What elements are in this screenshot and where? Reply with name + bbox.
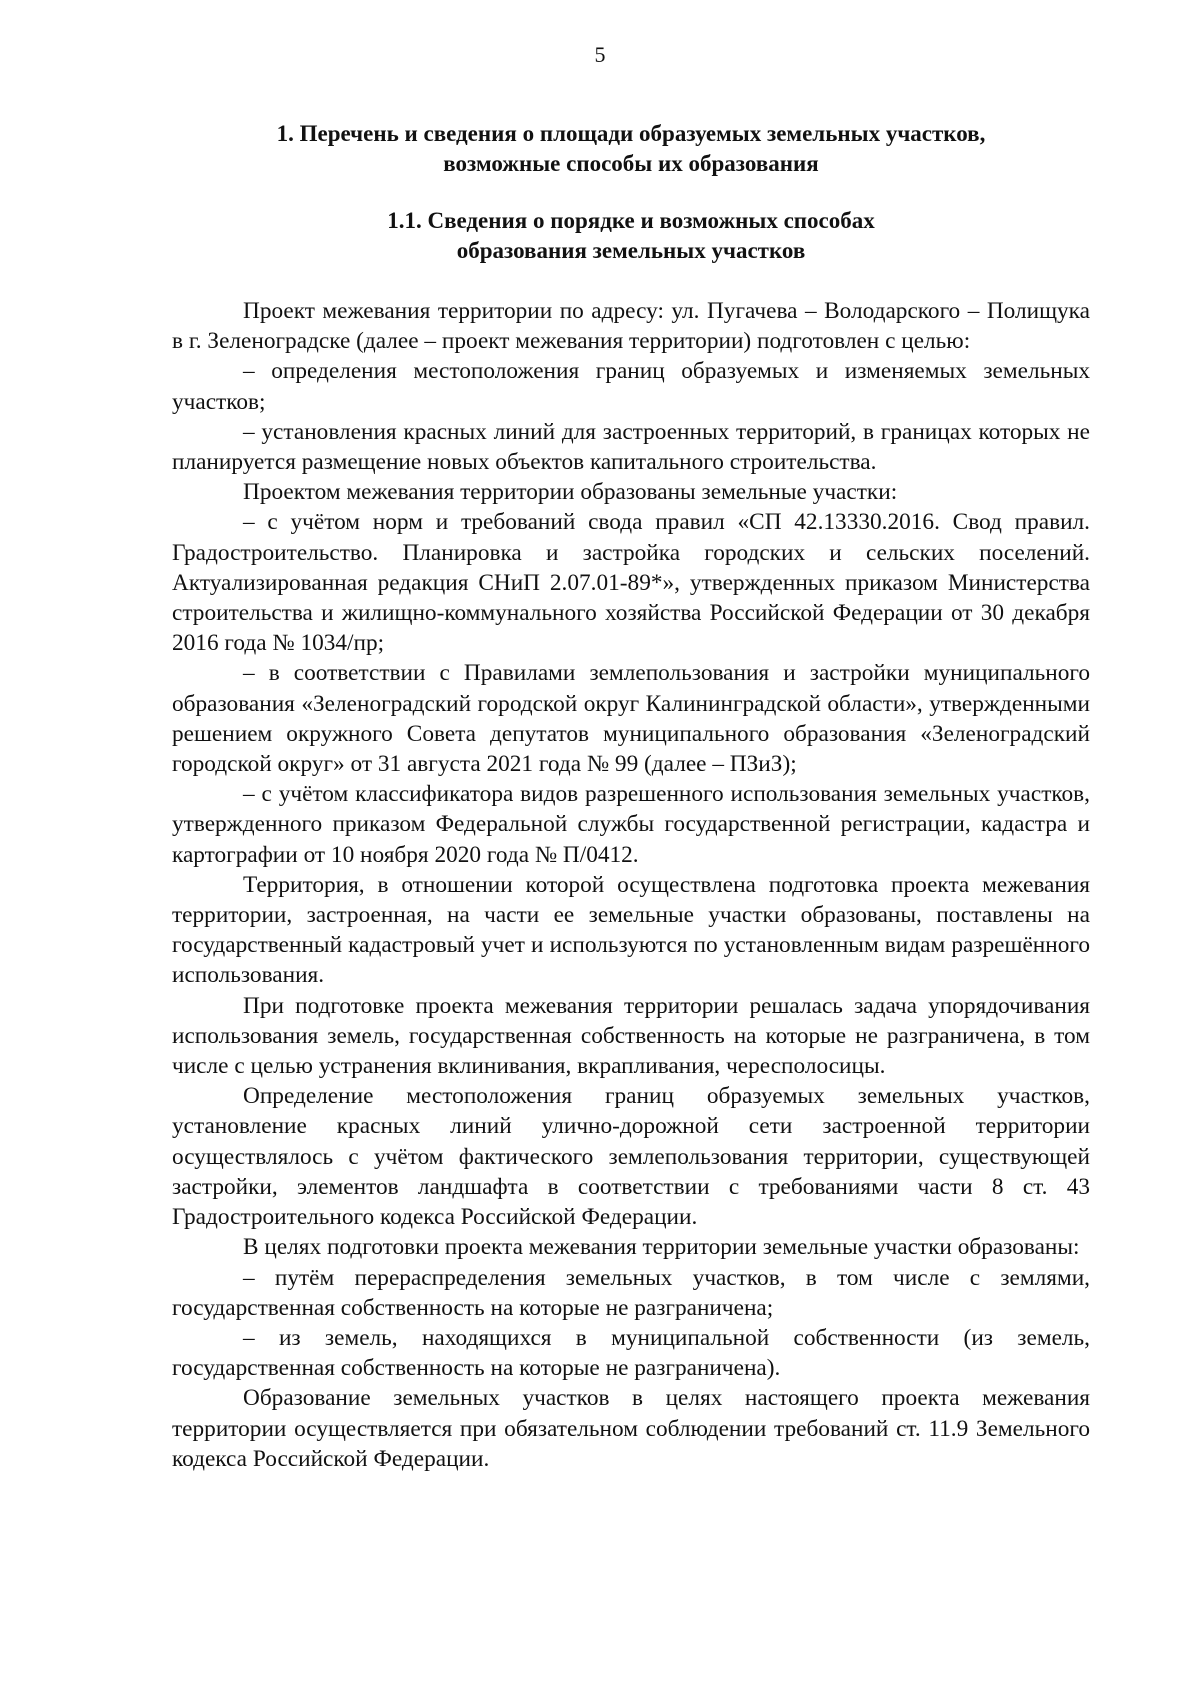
body-paragraph: – в соответствии с Правилами землепользования и застройки муниципального образования «Зеленоградский городской округ Калининградской области», утвержденными решением окружного Совета депутатов муниципального образования «Зеленоградский городской округ» от 31 августа 2021 года № 99 (далее – ПЗиЗ); xyxy=(172,660,1090,778)
page-number: 5 xyxy=(594,42,606,67)
body-paragraph: Территория, в отношении которой осуществлена подготовка проекта межевания территории, застроенная, на части ее земельные участки образованы, поставлены на государственный кадастровый учет и используются по установленным видам разрешённого использования. xyxy=(172,871,1090,989)
document-body xyxy=(172,296,1090,1474)
body-paragraph: – путём перераспределения земельных участков, в том числе с землями, государственная собственность на которые не разграничена; xyxy=(172,1264,1090,1321)
subsection-heading-line-1: 1.1. Сведения о порядке и возможных способах xyxy=(387,208,875,233)
body-paragraph: – из земель, находящихся в муниципальной собственности (из земель, государственная собственность на которые не разграничена). xyxy=(172,1324,1090,1382)
body-paragraph: – с учётом классификатора видов разрешенного использования земельных участков, утвержденного приказом Федеральной службы государственной регистрации, кадастра и картографии от 10 ноября 2020 года № П/0412. xyxy=(172,781,1090,868)
body-paragraph: – установления красных линий для застроенных территорий, в границах которых не планируется размещение новых объектов капитального строительства. xyxy=(172,418,1090,476)
body-paragraph: – определения местоположения границ образуемых и изменяемых земельных участков; xyxy=(172,358,1090,415)
body-paragraph: Проектом межевания территории образованы земельные участки: xyxy=(243,479,898,506)
body-paragraph: Определение местоположения границ образуемых земельных участков, установление красных линий улично-дорожной сети застроенной территории осуществлялось с учётом фактического землепользования территории, существующей застройки, элементов ландшафта в соответствии с требованиями части 8 ст. 43 Градостроительного кодекса Российской Федерации. xyxy=(172,1083,1090,1231)
body-paragraph: В целях подготовки проекта межевания территории земельные участки образованы: xyxy=(243,1234,1080,1261)
body-paragraph: Проект межевания территории по адресу: ул. Пугачева – Володарского – Полищука в г. Зеленоградске (далее – проект межевания территории) подготовлен с целью: xyxy=(172,298,1090,355)
section-heading-line-2: возможные способы их образования xyxy=(443,151,819,176)
body-paragraph: При подготовке проекта межевания территории решалась задача упорядочивания использования земель, государственная собственность на которые не разграничена, в том числе с целью устранения вклинивания, вкрапливания, чересполосицы. xyxy=(172,992,1090,1080)
subsection-heading xyxy=(172,206,1090,266)
body-paragraph: – с учётом норм и требований свода правил «СП 42.13330.2016. Свод правил. Градостроительство. Планировка и застройка городских и сельских поселений. Актуализированная редакция СНиП 2.07.01-89*», утвержденных приказом Министерства строительства и жилищно-коммунального хозяйства Российской Федерации от 30 декабря 2016 года № 1034/пр; xyxy=(172,509,1090,657)
section-heading-line-1: 1. Перечень и сведения о площади образуемых земельных участков, xyxy=(276,121,986,146)
subsection-heading-line-2: образования земельных участков xyxy=(456,238,806,263)
section-heading xyxy=(172,119,1090,179)
body-paragraph: Образование земельных участков в целях настоящего проекта межевания территории осуществляется при обязательном соблюдении требований ст. 11.9 Земельного кодекса Российской Федерации. xyxy=(172,1385,1090,1472)
